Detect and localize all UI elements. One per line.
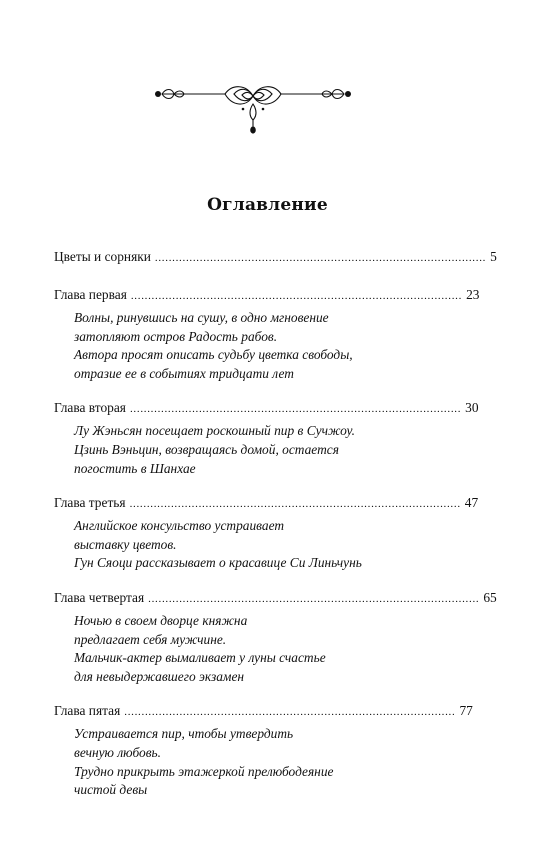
summary-line: Ночью в своем дворце княжна bbox=[74, 612, 248, 628]
summary-line: для невыдержавшего экзамен bbox=[74, 668, 245, 684]
toc-page-number: 5 bbox=[490, 249, 497, 264]
summary-line: Трудно прикрыть этажеркой прелюбодеяние bbox=[74, 763, 334, 779]
dot-leader: ................................................................................................ bbox=[154, 252, 487, 264]
dot-leader: ................................................................................................ bbox=[129, 403, 462, 416]
summary-line: Цзинь Вэньцин, возвращаясь домой, остается bbox=[74, 441, 339, 457]
dot-leader: ................................................................................................ bbox=[129, 498, 461, 511]
chapter-summary bbox=[74, 725, 450, 799]
toc-entry[interactable] bbox=[54, 248, 497, 267]
summary-line: вечную любовь. bbox=[74, 744, 161, 760]
toc-entry-title: Глава четвертая bbox=[54, 589, 145, 605]
summary-line: погостить в Шанхае bbox=[74, 460, 196, 476]
chapter-summary bbox=[74, 517, 450, 573]
toc-section-chapter-1 bbox=[54, 286, 480, 383]
summary-line: чистой девы bbox=[74, 782, 148, 798]
toc-section-flowers bbox=[54, 248, 497, 267]
toc-page-number: 47 bbox=[464, 495, 479, 511]
summary-line: отразие ее в событиях тридцати лет bbox=[74, 365, 294, 381]
page-title: Оглавление bbox=[207, 195, 328, 215]
chapter-summary bbox=[74, 422, 450, 478]
toc-page-number: 65 bbox=[483, 589, 497, 605]
toc-entry[interactable] bbox=[54, 702, 473, 721]
toc-entry-title: Цветы и сорняки bbox=[54, 249, 151, 264]
toc-entry[interactable] bbox=[54, 399, 479, 418]
toc-section-chapter-5 bbox=[54, 702, 473, 799]
toc-section-chapter-4 bbox=[54, 589, 497, 686]
dot-leader: ................................................................................................ bbox=[148, 592, 480, 605]
summary-line: Устраивается пир, чтобы утвердить bbox=[74, 726, 294, 742]
toc-entry-title: Глава третья bbox=[54, 495, 126, 511]
toc-entry[interactable] bbox=[54, 589, 497, 608]
dot-leader: ................................................................................................ bbox=[124, 706, 456, 719]
toc-section-chapter-3 bbox=[54, 494, 479, 573]
chapter-summary bbox=[74, 612, 450, 686]
toc-entry-title: Глава пятая bbox=[54, 703, 121, 719]
calligraphic-flourish-icon bbox=[150, 82, 356, 137]
chapter-summary bbox=[74, 309, 450, 383]
summary-line: выставку цветов. bbox=[74, 536, 177, 552]
summary-line: Английское консульство устраивает bbox=[74, 518, 285, 534]
summary-line: Гун Сяоци рассказывает о красавице Си Линьчунь bbox=[74, 555, 362, 571]
toc-page-number: 30 bbox=[465, 400, 479, 416]
summary-line: Волны, ринувшись на сушу, в одно мгновение bbox=[74, 310, 329, 325]
summary-line: Лу Жэньсян посещает роскошный пир в Сучжоу. bbox=[74, 423, 355, 439]
summary-line: Автора просят описать судьбу цветка свободы, bbox=[74, 347, 353, 363]
toc-entry-title: Глава вторая bbox=[54, 400, 126, 416]
toc-page-number: 23 bbox=[466, 287, 480, 302]
toc-section-chapter-2 bbox=[54, 399, 479, 478]
summary-line: Мальчик-актер вымаливает у луны счастье bbox=[74, 650, 326, 666]
summary-line: предлагает себя мужчине. bbox=[74, 631, 227, 647]
table-of-contents bbox=[54, 248, 497, 816]
toc-entry[interactable] bbox=[54, 286, 480, 305]
dot-leader: ................................................................................................ bbox=[130, 290, 463, 302]
toc-entry-title: Глава первая bbox=[54, 287, 127, 302]
toc-entry[interactable] bbox=[54, 494, 479, 513]
toc-page-number: 77 bbox=[459, 703, 473, 719]
summary-line: затопляют остров Радость рабов. bbox=[74, 328, 278, 344]
